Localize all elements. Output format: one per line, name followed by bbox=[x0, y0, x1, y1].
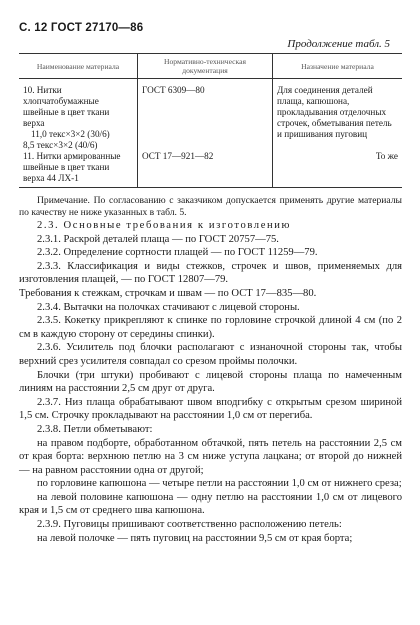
table-row bbox=[19, 79, 402, 152]
paragraph: на левой полочке — пять пуговиц на расстоянии 9,5 см от края борта; bbox=[37, 532, 353, 544]
paragraph: 2.3.8. Петли обметывают: bbox=[37, 423, 153, 435]
note-paragraph: Примечание. По согласованию с заказчиком допускается применять другие материалы по качеству не ниже указанных в табл. 5. bbox=[19, 195, 402, 218]
material-name: 10. Нитки хлопчатобумажные швейные в цвет ткани верха bbox=[23, 85, 110, 128]
paragraph: 2.3.5. Кокетку прикрепляют к спинке по горловине строчкой длиной 4 см (по 2 см в каждую сторону от середины спинки). bbox=[19, 315, 402, 340]
material-name-cell: 11. Нитки армированные швейные в цвет ткани верха 44 ЛХ-1 bbox=[19, 151, 138, 188]
paragraph: 2.3.9. Пуговицы пришивают соответственно расположению петель: bbox=[37, 519, 342, 531]
paragraph: на правом подборте, обработанном обтачкой, пять петель на расстоянии 2,5 см от края борта: верхнюю петлю на 3 см ниже уступа лацкана; от второй до нижней — на равном расстоянии одна от другой; bbox=[19, 437, 402, 476]
table-continuation-label: Продолжение табл. 5 bbox=[287, 38, 390, 50]
table-header-row bbox=[19, 54, 402, 79]
material-spec: 8,5 текс×3×2 (40/6) bbox=[23, 140, 98, 150]
column-header-purpose: Назначение материала bbox=[273, 54, 403, 79]
material-name-cell bbox=[19, 79, 138, 152]
column-header-documentation: Нормативно-техническая документация bbox=[138, 54, 273, 79]
paragraph: на левой половине капюшона — одну петлю на расстоянии 1,0 см от лицевого края и 1,5 см от среднего шва капюшона. bbox=[19, 491, 402, 517]
paragraph: Требования к стежкам, строчкам и швам — по ОСТ 17—835—80. bbox=[19, 287, 317, 299]
purpose-cell: То же bbox=[273, 151, 403, 188]
page-header: С. 12 ГОСТ 27170—86 bbox=[19, 22, 144, 34]
table-row bbox=[19, 151, 402, 188]
paragraph: 2.3.2. Определение сортности плащей — по ГОСТ 11259—79. bbox=[37, 247, 318, 259]
documentation-cell: ОСТ 17—921—82 bbox=[138, 151, 273, 188]
paragraph: 2.3.7. Низ плаща обрабатывают швом вподгибку с открытым срезом шириной 1,5 см. Строчку прокладывают на расстоянии 1,0 см от перегиба. bbox=[19, 396, 402, 422]
material-spec: 11,0 текс×3×2 (30/6) bbox=[31, 129, 110, 139]
document-body bbox=[19, 195, 402, 545]
column-header-material: Наименование материала bbox=[19, 54, 138, 79]
paragraph: по горловине капюшона — четыре петли на расстоянии 1,0 см от нижнего среза; bbox=[37, 478, 402, 490]
purpose-cell: Для соединения деталей плаща, капюшона, прокладывания отделочных строчек, обметывания петель и пришивания пуговиц bbox=[273, 79, 403, 152]
section-heading: 2.3. Основные требования к изготовлению bbox=[37, 220, 292, 231]
paragraph: Блочки (три штуки) пробивают с лицевой стороны плаща по намеченным линиям на расстоянии 2,5 см друг от друга. bbox=[19, 369, 402, 395]
documentation-cell: ГОСТ 6309—80 bbox=[138, 79, 273, 152]
paragraph: 2.3.1. Раскрой деталей плаща — по ГОСТ 20757—75. bbox=[37, 233, 279, 245]
materials-table bbox=[19, 53, 402, 188]
paragraph: 2.3.3. Классификация и виды стежков, строчек и швов, применяемых для изготовления плащей, — по ГОСТ 12807—79. bbox=[19, 260, 402, 286]
paragraph: 2.3.4. Вытачки на полочках стачивают с лицевой стороны. bbox=[37, 301, 300, 313]
paragraph: 2.3.6. Усилитель под блочки располагают с изнаночной стороны так, чтобы верхний срез усилителя совпадал со срезом проймы полочки. bbox=[19, 342, 402, 367]
